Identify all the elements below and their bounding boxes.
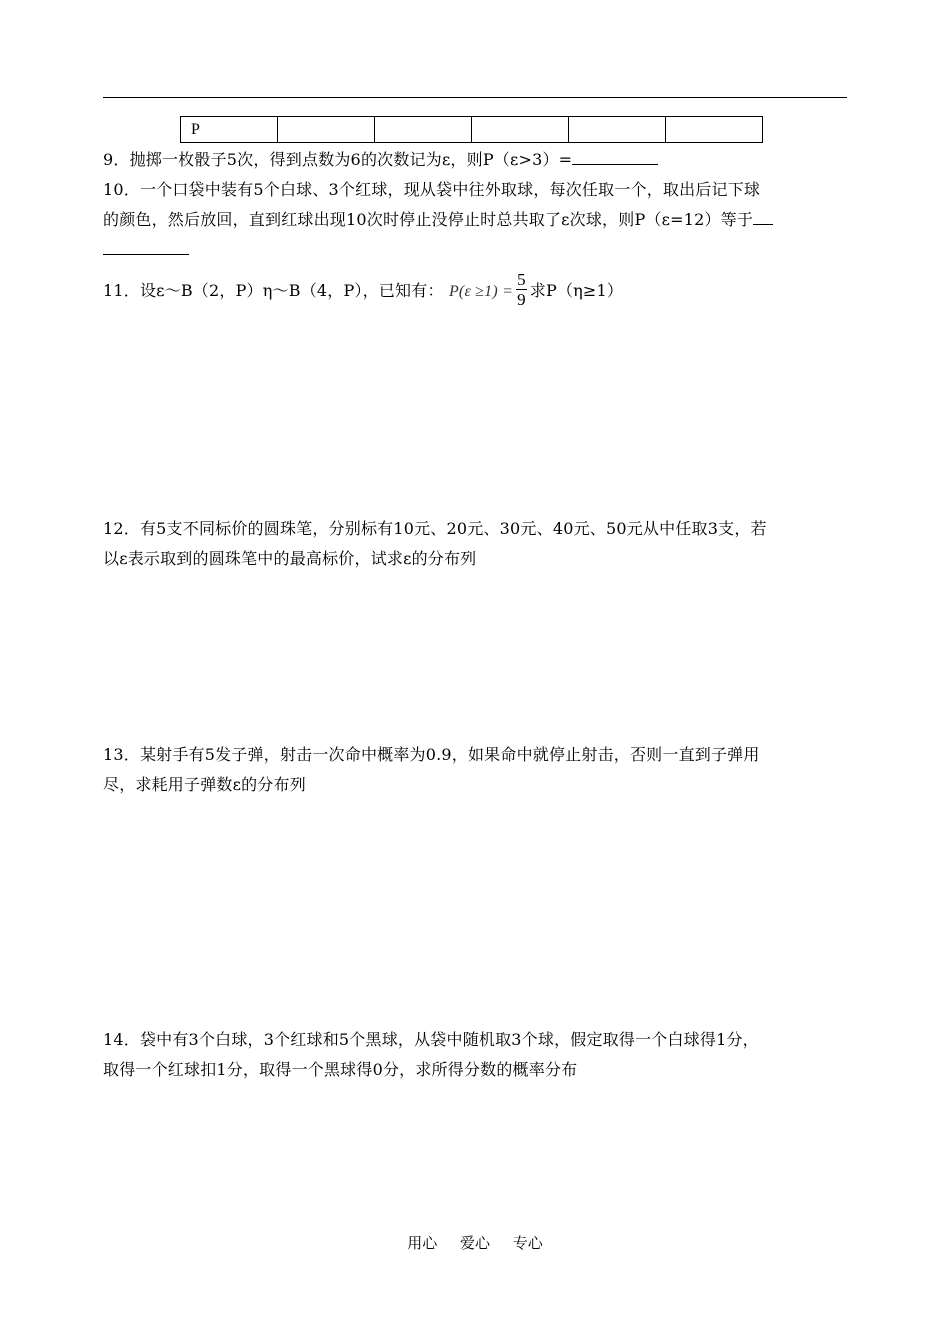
- question-10: [103, 175, 853, 265]
- probability-table: [180, 116, 763, 143]
- question-14-line-1: 14．袋中有3个白球，3个红球和5个黑球，从袋中随机取3个球，假定取得一个白球得1分，: [103, 1030, 759, 1049]
- question-13: [103, 740, 853, 800]
- question-10-line-1: 10．一个口袋中装有5个白球、3个红球，现从袋中往外取球，每次任取一个，取出后记下球: [103, 180, 761, 199]
- footer-item: 爱心: [459, 1234, 490, 1252]
- question-10-line-3: [103, 235, 853, 265]
- header-rule: [103, 97, 847, 98]
- question-11-formula: P(ε ≥1) =: [448, 283, 514, 300]
- question-11-prefix: 11．设ε～B（2，P）η～B（4，P），已知有：: [103, 281, 444, 300]
- answer-blank: [753, 206, 773, 225]
- question-11-suffix: 求P（η≥1）: [529, 281, 624, 300]
- question-13-line-2: 尽，求耗用子弹数ε的分布列: [103, 775, 306, 794]
- table-cell: [569, 117, 666, 143]
- question-9: [103, 145, 853, 175]
- table-cell: [472, 117, 569, 143]
- question-12-line-2: 以ε表示取到的圆珠笔中的最高标价，试求ε的分布列: [103, 549, 477, 568]
- fraction-denominator: 9: [517, 290, 526, 309]
- table-cell: [666, 117, 763, 143]
- question-12-line-1: 12．有5支不同标价的圆珠笔，分别标有10元、20元、30元、40元、50元从中任取3支，若: [103, 519, 767, 538]
- question-12: [103, 514, 853, 574]
- question-14-line-2: 取得一个红球扣1分，取得一个黑球得0分，求所得分数的概率分布: [103, 1060, 578, 1079]
- fraction: [516, 270, 527, 309]
- question-14: [103, 1025, 853, 1085]
- question-13-line-1: 13．某射手有5发子弹，射击一次命中概率为0.9，如果命中就停止射击，否则一直到子弹用: [103, 745, 760, 764]
- table-cell: [375, 117, 472, 143]
- footer-item: 专心: [512, 1234, 543, 1252]
- question-9-text: 9．抛掷一枚骰子5次，得到点数为6的次数记为ε，则P（ε>3）=: [103, 150, 573, 169]
- question-10-line-2: 的颜色，然后放回，直到红球出现10次时停止没停止时总共取了ε次球，则P（ε=12）等于: [103, 205, 853, 235]
- answer-blank: [572, 146, 658, 165]
- table-cell: P: [181, 117, 278, 143]
- question-11: [103, 272, 853, 311]
- answer-blank: [103, 236, 189, 255]
- table-cell: [278, 117, 375, 143]
- page-footer: [0, 1232, 950, 1253]
- table-row: [181, 117, 763, 143]
- fraction-numerator: 5: [517, 270, 526, 289]
- footer-item: 用心: [407, 1234, 438, 1252]
